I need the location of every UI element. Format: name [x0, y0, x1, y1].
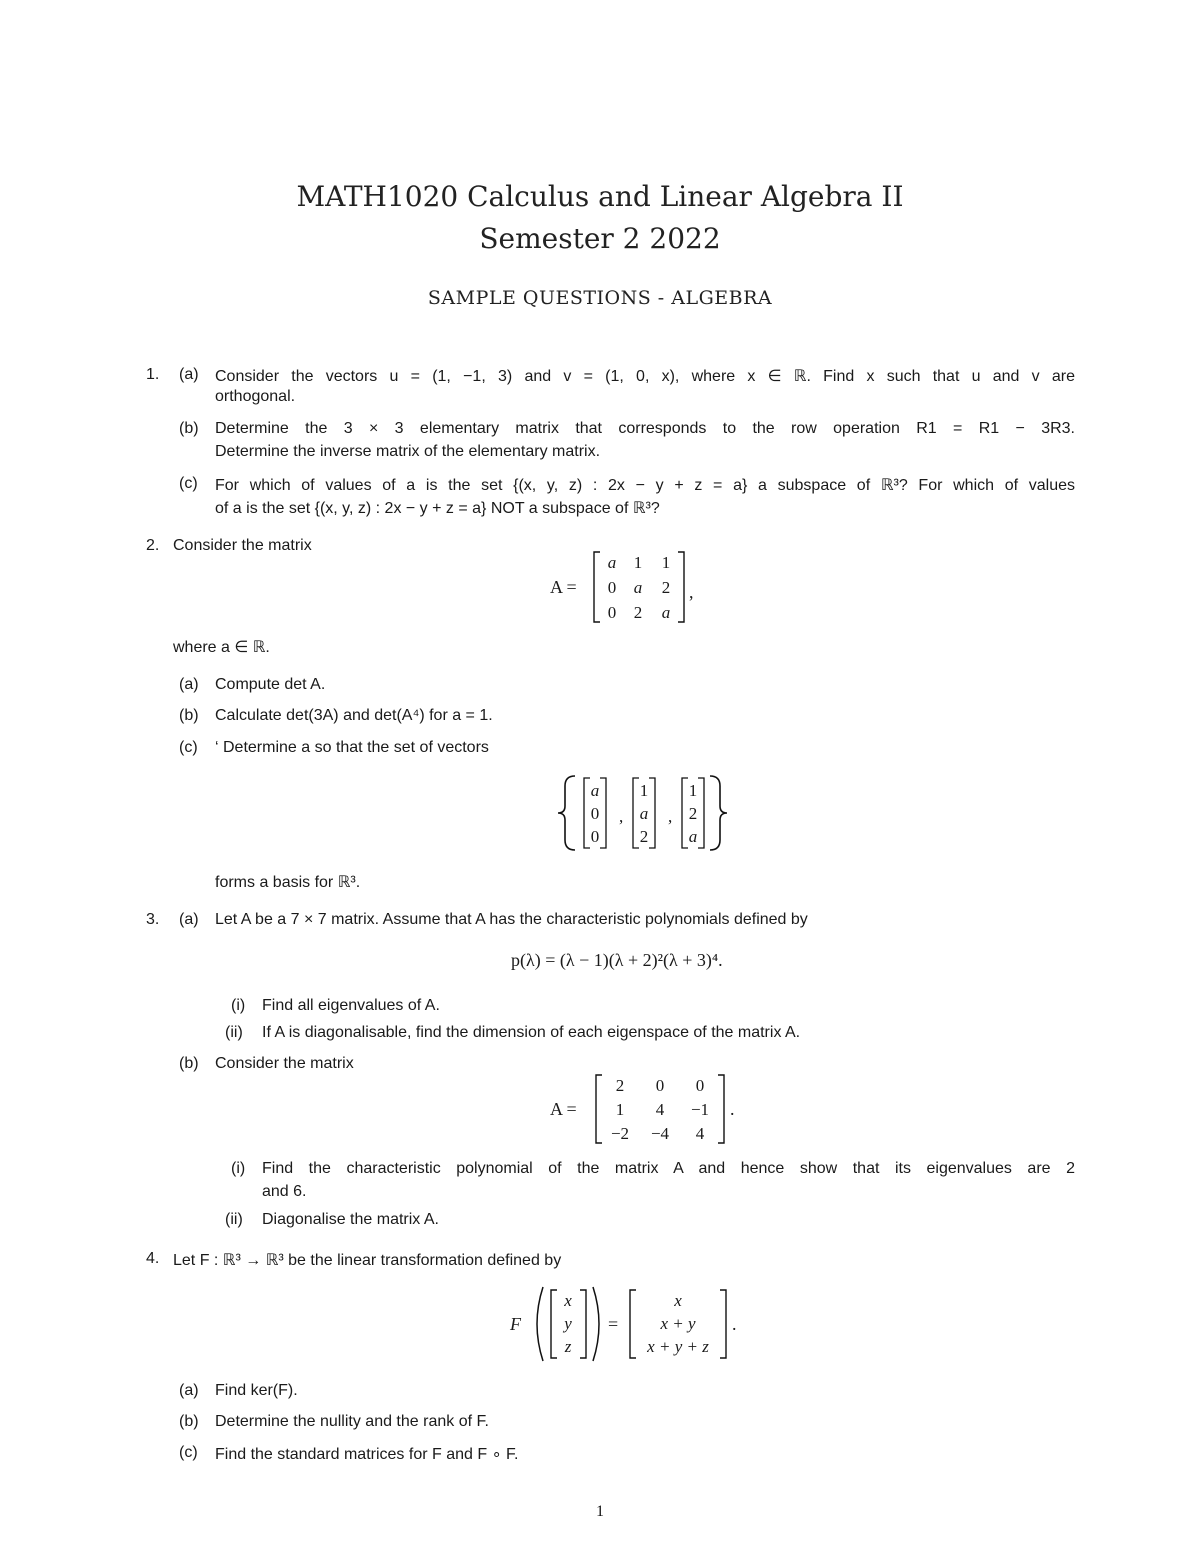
question-text: Calculate det(3A) and det(A⁴) for a = 1. [215, 707, 493, 724]
part-label: (b) [179, 1413, 199, 1430]
input-entry: z [564, 1337, 572, 1356]
vector-entry: 1 [688, 781, 698, 800]
matrix-entries [611, 1076, 709, 1143]
part-label: (a) [179, 676, 199, 693]
document-title: MATH1020 Calculus and Linear Algebra II [296, 180, 904, 213]
subpart-label: (ii) [225, 1024, 243, 1041]
vector-entry: 2 [639, 827, 649, 846]
part-label: (c) [179, 1444, 198, 1461]
question-text: forms a basis for ℝ³. [215, 874, 361, 891]
matrix-A-q3 [540, 1071, 750, 1147]
vector-entry: 0 [590, 827, 600, 846]
input-entry: x [564, 1291, 572, 1310]
matrix-entry: 2 [633, 603, 643, 622]
question-text: Determine the nullity and the rank of F. [215, 1413, 489, 1430]
matrix-entry: 4 [655, 1100, 665, 1119]
linear-transformation [505, 1285, 750, 1363]
part-label: (c) [179, 475, 198, 492]
question-text: Find the standard matrices for F and F ∘ F. [215, 1446, 519, 1463]
matrix-trailing-comma: , [689, 582, 694, 602]
question-number: 2. [146, 537, 160, 554]
matrix-lhs: A = [550, 1099, 577, 1119]
left-paren [537, 1287, 543, 1361]
matrix-trailing-period: . [730, 1099, 735, 1119]
vector-entries [584, 778, 704, 848]
matrix-entry: 0 [655, 1076, 665, 1095]
vector-separator: , [619, 807, 624, 826]
question-text: and 6. [262, 1183, 307, 1200]
right-bracket [678, 552, 684, 622]
vector-entry: a [590, 781, 600, 800]
question-text: Find the characteristic polynomial of the matrix A and hence show that its eigenvalues are 2 [262, 1160, 1075, 1177]
matrix-entry: 2 [615, 1076, 625, 1095]
output-entry: x + y + z [647, 1337, 709, 1356]
part-label: (b) [179, 707, 199, 724]
matrix-entry: 2 [661, 578, 671, 597]
matrix-entry: a [661, 603, 671, 622]
question-text: orthogonal. [215, 388, 296, 405]
function-name: F [510, 1314, 521, 1334]
question-text: Diagonalise the matrix A. [262, 1211, 439, 1228]
matrix-entry: 1 [615, 1100, 625, 1119]
question-text: If A is diagonalisable, find the dimension of each eigenspace of the matrix A. [262, 1024, 801, 1041]
output-right-bracket [720, 1290, 726, 1358]
left-bracket [594, 552, 600, 622]
vector-set [555, 772, 730, 854]
part-label: (b) [179, 1055, 199, 1072]
matrix-entry: 0 [607, 578, 617, 597]
question-text: of a is the set {(x, y, z) : 2x − y + z = a} NOT a subspace of ℝ³? [215, 500, 660, 517]
question-text: Find all eigenvalues of A. [262, 997, 440, 1014]
right-bracket [718, 1075, 724, 1143]
input-right-bracket [580, 1290, 586, 1358]
subpart-label: (i) [231, 1160, 246, 1177]
question-text: Find ker(F). [215, 1382, 298, 1399]
part-label: (a) [179, 366, 199, 383]
matrix-entry: −4 [650, 1124, 670, 1143]
trailing-period: . [732, 1314, 737, 1334]
characteristic-polynomial: p(λ) = (λ − 1)(λ + 2)²(λ + 3)⁴. [511, 950, 723, 970]
matrix-entry: −1 [690, 1100, 710, 1119]
input-entry: y [564, 1314, 572, 1333]
matrix-entry: a [633, 578, 643, 597]
semester-heading: Semester 2 2022 [479, 222, 721, 255]
vector-entry: 0 [590, 804, 600, 823]
question-text: Consider the matrix [215, 1055, 354, 1072]
question-number: 1. [146, 366, 160, 383]
matrix-lhs: A = [550, 577, 577, 597]
question-text: Consider the vectors u = (1, −1, 3) and v = (1, 0, x), where x ∈ ℝ. Find x such that u and v are [215, 368, 1075, 385]
subpart-label: (i) [231, 997, 246, 1014]
vector-entry: 2 [688, 804, 698, 823]
matrix-A-q2 [540, 548, 700, 626]
vector-entry: a [688, 827, 698, 846]
equals-sign: = [608, 1314, 619, 1334]
question-text: Let F : ℝ³ → ℝ³ be the linear transformation defined by [173, 1252, 562, 1269]
part-label: (b) [179, 420, 199, 437]
question-text: where a ∈ ℝ. [173, 639, 270, 656]
input-entries [562, 1291, 572, 1356]
output-entries [646, 1291, 709, 1356]
question-text: For which of values of a is the set {(x, y, z) : 2x − y + z = a} a subspace of ℝ³? For which of values [215, 477, 1075, 494]
output-left-bracket [630, 1290, 636, 1358]
left-brace [558, 776, 575, 850]
section-subtitle: SAMPLE QUESTIONS - ALGEBRA [427, 287, 773, 309]
matrix-entry: 1 [633, 553, 643, 572]
right-paren [593, 1287, 599, 1361]
question-number: 4. [146, 1250, 160, 1267]
matrix-entry: 4 [695, 1124, 705, 1143]
subpart-label: (ii) [225, 1211, 243, 1228]
matrix-entry: 0 [607, 603, 617, 622]
question-text: ‘ Determine a so that the set of vectors [215, 739, 489, 756]
question-text: Compute det A. [215, 676, 326, 693]
vector-entry: a [639, 804, 649, 823]
output-entry: x + y [660, 1314, 696, 1333]
vector-entry: 1 [639, 781, 649, 800]
matrix-entries [608, 553, 671, 622]
part-label: (a) [179, 1382, 199, 1399]
matrix-entry: 0 [695, 1076, 705, 1095]
input-left-bracket [551, 1290, 557, 1358]
matrix-entry: a [607, 553, 617, 572]
page-number: 1 [596, 1503, 604, 1520]
question-number: 3. [146, 911, 160, 928]
question-text: Consider the matrix [173, 537, 312, 554]
output-entry: x [674, 1291, 682, 1310]
part-label: (a) [179, 911, 199, 928]
right-brace [710, 776, 727, 850]
left-bracket [596, 1075, 602, 1143]
matrix-entry: −2 [610, 1124, 630, 1143]
question-text: Let A be a 7 × 7 matrix. Assume that A has the characteristic polynomials defined by [215, 911, 808, 928]
matrix-entry: 1 [661, 553, 671, 572]
question-text: Determine the 3 × 3 elementary matrix that corresponds to the row operation R1 = R1 − 3R3. [215, 420, 1075, 437]
vector-separator: , [668, 807, 673, 826]
part-label: (c) [179, 739, 198, 756]
question-text: Determine the inverse matrix of the elementary matrix. [215, 443, 601, 460]
